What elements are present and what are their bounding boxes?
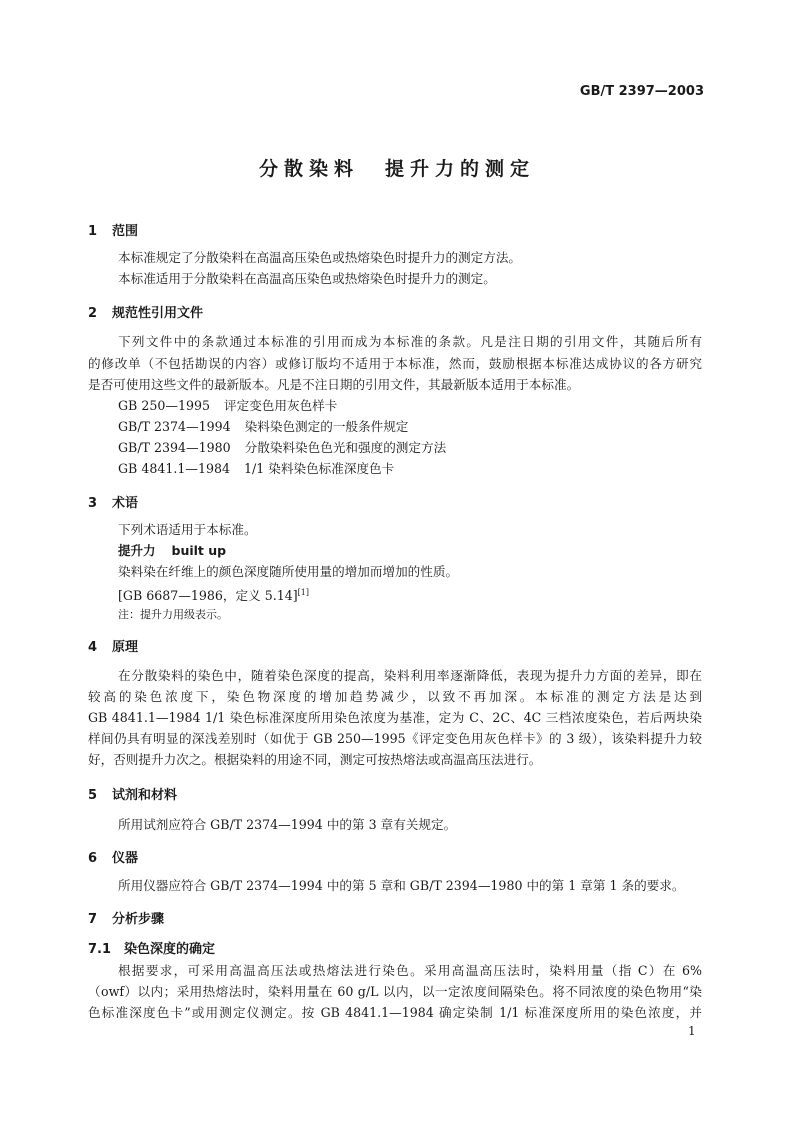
section-4-line-2: 较高的染色浓度下，染色物深度的增加趋势减少，以致不再加深。本标准的测定方法是达到 <box>88 689 702 704</box>
section-7-1-line-3: 色标准深度色卡”或用测定仪测定。按 GB 4841.1—1984 确定染制 1/1 标准深度所用的染色浓度，并 <box>88 1005 702 1020</box>
section-2-heading: 2 规范性引用文件 <box>88 306 204 321</box>
term-source: [GB 6687—1986，定义 5.14][1] <box>118 588 310 604</box>
section-4-line-1: 在分散染料的染色中，随着染色深度的提高，染料利用率逐渐降低，表现为提升力方面的差异，即在 <box>118 668 702 683</box>
section-7-heading: 7 分析步骤 <box>88 912 165 927</box>
section-5-heading: 5 试剂和材料 <box>88 788 178 803</box>
term-entry: 提升力 built up <box>118 543 227 558</box>
section-4-line-4: 样间仍具有明显的深浅差别时（如优于 GB 250—1995《评定变色用灰色样卡》的 3 级），该染料提升力较 <box>88 731 702 746</box>
term-definition: 染料染在纤维上的颜色深度随所使用量的增加而增加的性质。 <box>118 564 459 579</box>
section-5-paragraph: 所用试剂应符合 GB/T 2374—1994 中的第 3 章有关规定。 <box>118 817 457 832</box>
document-title <box>0 154 794 181</box>
standard-number: GB/T 2397—2003 <box>579 84 704 99</box>
section-2-line-3: 是否可使用这些文件的最新版本。凡是不注日期的引用文件，其最新版本适用于本标准。 <box>88 377 580 392</box>
section-3-intro: 下列术语适用于本标准。 <box>118 522 257 537</box>
section-1-heading: 1 范围 <box>88 224 139 239</box>
section-4-line-5: 好，否则提升力次之。根据染料的用途不同，测定可按热熔法或高温高压法进行。 <box>88 752 542 767</box>
title-part1: 分散染料 <box>258 158 359 180</box>
section-3-heading: 3 术语 <box>88 496 139 511</box>
term-note: 注：提升力用级表示。 <box>118 608 228 621</box>
section-4-heading: 4 原理 <box>88 640 139 655</box>
section-7-1-line-2: （owf）以内；采用热熔法时，染料用量在 60 g/L 以内，以一定浓度间隔染色。将不同浓度的染色物用“染 <box>88 984 702 999</box>
section-6-paragraph: 所用仪器应符合 GB/T 2374—1994 中的第 5 章和 GB/T 2394—1980 中的第 1 章第 1 条的要求。 <box>118 878 685 893</box>
section-2-line-1: 下列文件中的条款通过本标准的引用而成为本标准的条款。凡是注日期的引用文件，其随后所有 <box>118 334 702 349</box>
reference-item: GB 4841.1—1984 1/1 染料染色标准深度色卡 <box>118 461 395 476</box>
title-part2: 提升力的测定 <box>385 158 536 180</box>
section-1-paragraph-1: 本标准规定了分散染料在高温高压染色或热熔染色时提升力的测定方法。 <box>118 250 521 265</box>
page-number: 1 <box>688 1024 696 1038</box>
reference-item: GB/T 2394—1980 分散染料染色色光和强度的测定方法 <box>118 440 447 455</box>
section-7-1-heading: 7.1 染色深度的确定 <box>88 942 216 957</box>
section-7-1-line-1: 根据要求，可采用高温高压法或热熔法进行染色。采用高温高压法时，染料用量（指 C）在 6% <box>118 963 702 978</box>
section-6-heading: 6 仪器 <box>88 851 139 866</box>
section-1-paragraph-2: 本标准适用于分散染料在高温高压染色或热熔染色时提升力的测定。 <box>118 271 496 286</box>
reference-item: GB/T 2374—1994 染料染色测定的一般条件规定 <box>118 419 409 434</box>
section-4-line-3: GB 4841.1—1984 1/1 染色标准深度所用染色浓度为基准，定为 C、2C、4C 三档浓度染色，若后两块染 <box>88 710 702 725</box>
reference-item: GB 250—1995 评定变色用灰色样卡 <box>118 398 338 413</box>
section-2-line-2: 的修改单（不包括勘误的内容）或修订版均不适用于本标准，然而，鼓励根据本标准达成协议的各方研究 <box>88 356 702 371</box>
